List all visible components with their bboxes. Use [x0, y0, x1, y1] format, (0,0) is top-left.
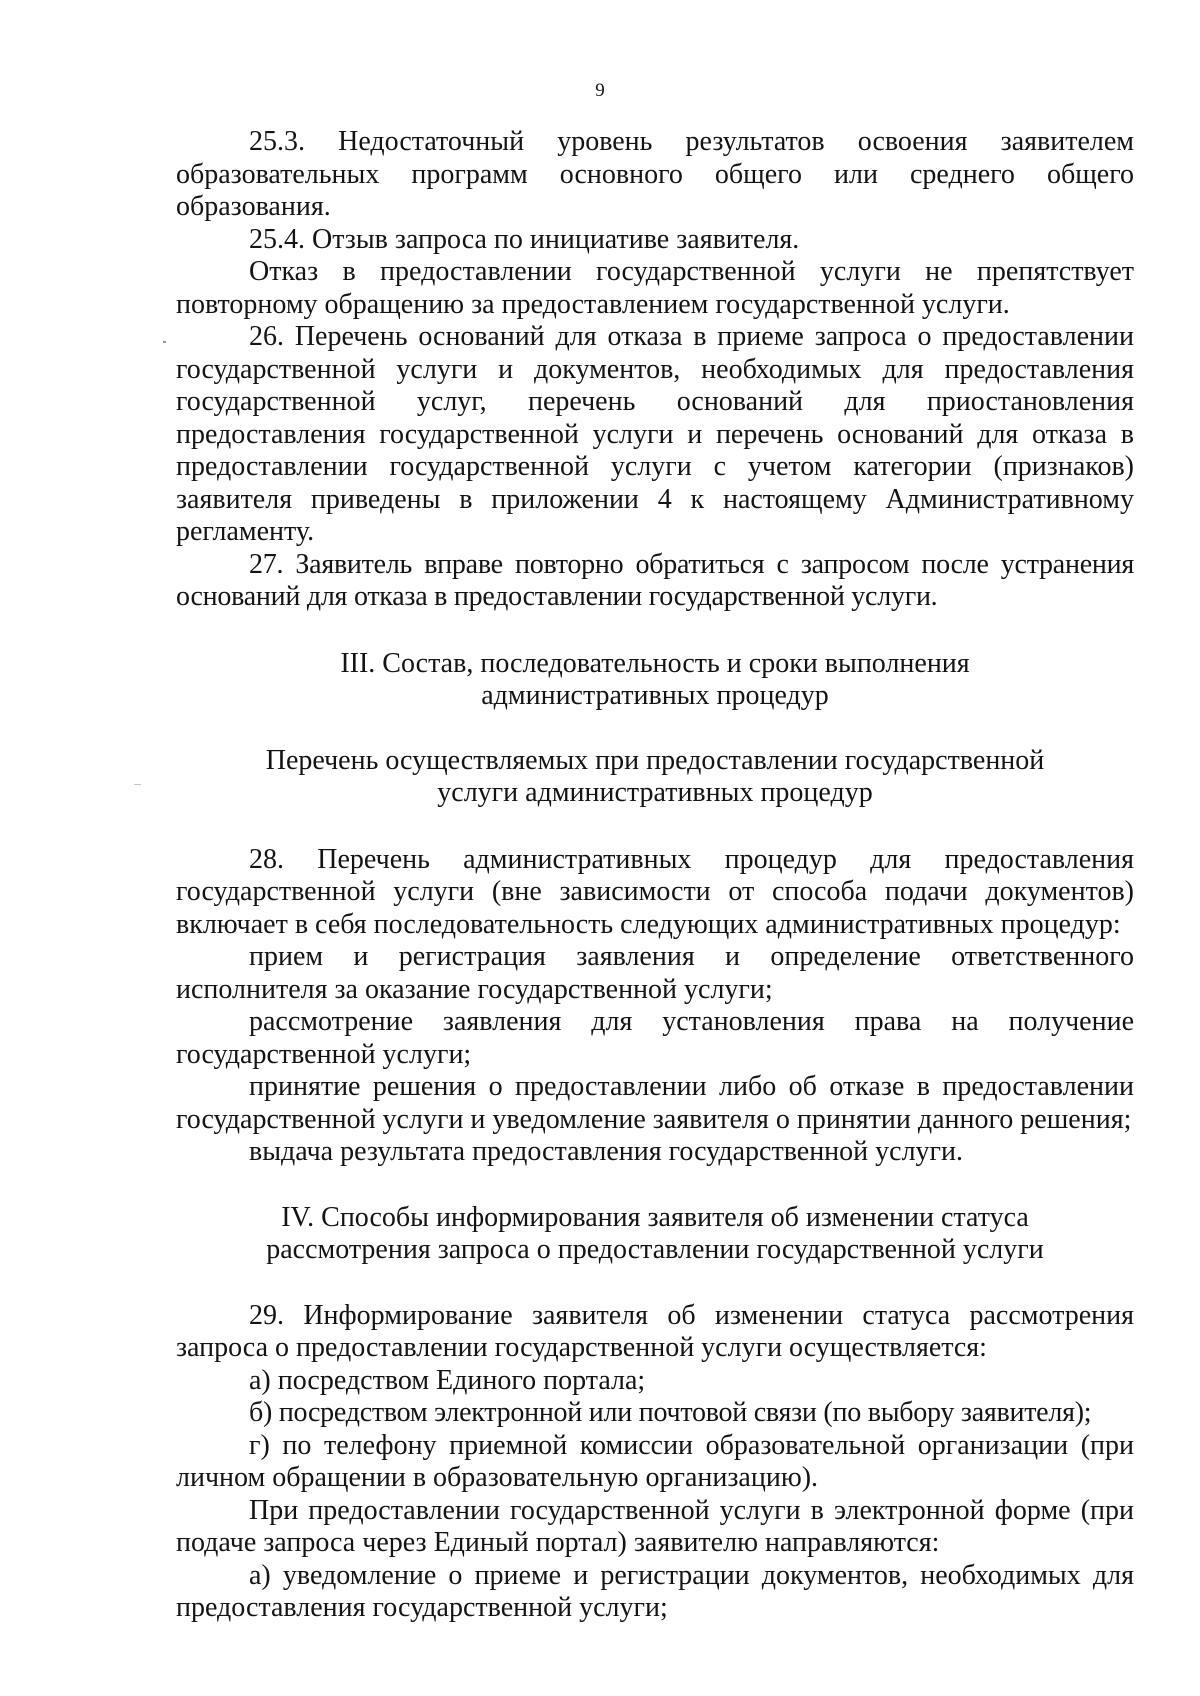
section-3-heading-line: административных процедур — [481, 680, 829, 711]
procedure-item: выдача результата предоставления государственной услуги. — [249, 1136, 964, 1167]
paragraph-29: 29. Информирование заявителя об изменении статуса рассмотрения запроса о предоставлении государственной услуги осуществляется: — [176, 1299, 1134, 1363]
paragraph-25-3: 25.3. Недостаточный уровень результатов освоения заявителем образовательных программ основного общего или среднего общего образования. — [176, 126, 1134, 222]
spacer — [176, 1169, 1134, 1202]
procedure-item: принятие решения о предоставлении либо об отказе в предоставлении государственной услуги и уведомление заявителя о принятии данного решения; — [176, 1071, 1134, 1135]
channel-item: г) по телефону приемной комиссии образовательной организации (при личном обращении в образовательную организацию). — [176, 1429, 1134, 1493]
document-body — [176, 126, 1134, 1625]
section-4-heading-line: рассмотрения запроса о предоставлении государственной услуги — [266, 1234, 1044, 1265]
section-3-subheading-line: Перечень осуществляемых при предоставлении государственной — [265, 744, 1045, 776]
section-3-heading-line: III. Состав, последовательность и сроки выполнения — [340, 647, 970, 679]
spacer — [176, 614, 1134, 648]
scan-margin-mark — [134, 784, 141, 785]
paragraph-27: 27. Заявитель вправе повторно обратиться с запросом после устранения оснований для отказа в предоставлении государственной услуги. — [176, 548, 1134, 612]
page-number: 9 — [595, 80, 605, 101]
paragraph-28: 28. Перечень административных процедур для предоставления государственной услуги (вне зависимости от способа подачи документов) включает в себя последовательность следующих административных процедур: — [176, 843, 1134, 940]
section-3-subheading — [176, 745, 1134, 810]
section-3-subheading-line: услуги административных процедур — [437, 777, 873, 808]
channel-item: б) посредством электронной или почтовой связи (по выбору заявителя); — [249, 1397, 1092, 1428]
spacer — [176, 810, 1134, 844]
scan-margin-mark — [163, 341, 166, 343]
section-4-heading — [176, 1202, 1134, 1267]
spacer — [176, 1267, 1134, 1300]
procedure-item: рассмотрение заявления для установления права на получение государственной услуги; — [176, 1006, 1134, 1070]
channel-item: а) посредством Единого портала; — [249, 1364, 646, 1396]
section-4-heading-line: IV. Способы информирования заявителя об изменении статуса — [281, 1201, 1029, 1233]
section-3-heading — [176, 648, 1134, 713]
procedure-item: прием и регистрация заявления и определение ответственного исполнителя за оказание государственной услуги; — [176, 941, 1134, 1005]
refusal-note-paragraph: Отказ в предоставлении государственной услуги не препятствует повторному обращению за предоставлением государственной услуги. — [176, 256, 1134, 320]
electronic-intro-paragraph: При предоставлении государственной услуги в электронной форме (при подаче запроса через Единый портал) заявителю направляются: — [176, 1494, 1134, 1558]
spacer — [176, 713, 1134, 745]
paragraph-25-4: 25.4. Отзыв запроса по инициативе заявителя. — [249, 223, 800, 255]
paragraph-26: 26. Перечень оснований для отказа в приеме запроса о предоставлении государственной услуги и документов, необходимых для предоставления государственной услуг, перечень оснований для приостановления предоставления государственной услуги и перечень оснований для отказа в предоставлении государственной услуги с учетом категории (признаков) заявителя приведены в приложении 4 к настоящему Административному регламенту. — [176, 321, 1134, 547]
electronic-item: а) уведомление о приеме и регистрации документов, необходимых для предоставления государственной услуги; — [176, 1559, 1134, 1623]
